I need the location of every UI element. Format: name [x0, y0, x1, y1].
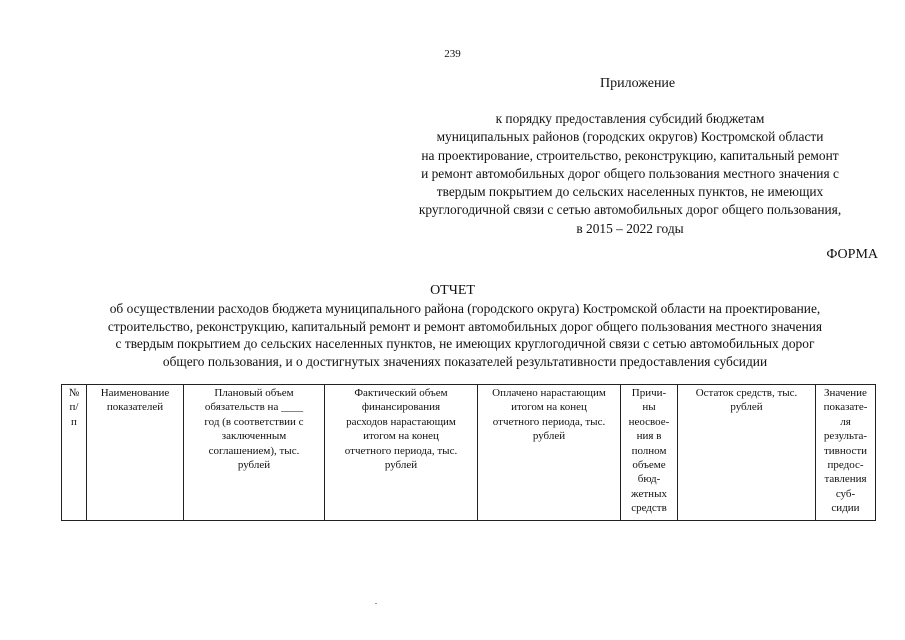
- column-header-indicator-name: [87, 385, 184, 521]
- cell-line: соглашением), тыс.: [208, 444, 300, 457]
- cell-line: рублей: [730, 401, 763, 414]
- cell-line: показателей: [106, 401, 164, 414]
- report-table: [61, 384, 876, 521]
- cell-line: заключенным: [221, 430, 287, 443]
- column-header-planned-obligations: [184, 385, 325, 521]
- cell-line: тавления: [824, 473, 867, 486]
- appendix-line: к порядку предоставления субсидий бюджетам: [495, 111, 765, 126]
- appendix-line: круглогодичной связи с сетью автомобильных дорог общего пользования,: [418, 202, 842, 218]
- cell-line: п/: [69, 401, 79, 414]
- column-header-performance-value: [816, 385, 876, 521]
- cell-line: жетных: [631, 487, 667, 500]
- cell-line: Причи-: [631, 387, 667, 399]
- cell-line: сидии: [831, 502, 860, 515]
- cell-line: ны: [642, 401, 656, 414]
- column-header-paid-cumulative: [478, 385, 621, 521]
- cell-line: итогом на конец: [363, 430, 439, 443]
- cell-line: результа-: [823, 430, 868, 443]
- appendix-line: муниципальных районов (городских округов) Костромской области: [436, 129, 824, 145]
- report-subtitle-line: об осуществлении расходов бюджета муниципального района (городского округа) Костромской области на проектирование,: [109, 301, 821, 316]
- cell-line: Плановый объем: [214, 387, 294, 399]
- page-number: 239: [444, 48, 461, 60]
- cell-line: №: [68, 387, 80, 399]
- column-header-unspent-reasons: [621, 385, 678, 521]
- report-subtitle: [40, 300, 890, 370]
- cell-line: полном: [631, 444, 667, 457]
- cell-line: объеме: [632, 459, 666, 472]
- cell-line: тивности: [823, 444, 868, 457]
- column-header-number: [62, 385, 87, 521]
- report-title: ОТЧЕТ: [430, 283, 475, 298]
- form-label: ФОРМА: [826, 247, 878, 262]
- cell-line: отчетного периода, тыс.: [344, 444, 458, 457]
- scan-speck: [375, 603, 377, 604]
- appendix-title: Приложение: [600, 76, 676, 91]
- report-subtitle-line: строительство, реконструкцию, капитальный ремонт и ремонт автомобильных дорог общего пользования местного значения: [107, 318, 823, 334]
- cell-line: средств: [631, 502, 667, 515]
- appendix-line: на проектирование, строительство, реконструкцию, капитальный ремонт: [421, 147, 839, 163]
- cell-line: ния в: [636, 430, 662, 443]
- cell-line: Наименование: [100, 387, 170, 399]
- cell-line: Остаток средств, тыс.: [695, 387, 798, 399]
- cell-line: итогом на конец: [511, 401, 587, 414]
- cell-line: рублей: [532, 430, 566, 443]
- cell-line: финансирования: [361, 401, 441, 414]
- cell-line: предос-: [827, 459, 864, 472]
- report-subtitle-line: с твердым покрытием до сельских населенных пунктов, не имеющих круглогодичной связи с сетью автомобильных дорог: [115, 336, 815, 351]
- cell-line: Оплачено нарастающим: [492, 387, 606, 399]
- cell-line: Значение: [824, 387, 867, 399]
- cell-line: расходов нарастающим: [346, 415, 456, 428]
- column-header-actual-financing: [325, 385, 478, 521]
- cell-line: суб-: [835, 487, 856, 500]
- report-subtitle-line: общего пользования, и о достигнутых значениях показателей результативности предоставления субсидии: [162, 353, 768, 369]
- cell-line: год (в соответствии с: [204, 415, 304, 428]
- appendix-body: [380, 110, 880, 238]
- cell-line: отчетного периода, тыс.: [492, 415, 606, 428]
- cell-line: рублей: [237, 459, 271, 472]
- cell-line: бюд-: [637, 473, 661, 486]
- cell-line: п: [71, 415, 77, 428]
- cell-line: рублей: [384, 459, 418, 472]
- cell-line: обязательств на ____: [204, 401, 304, 414]
- cell-line: Фактический объем: [354, 387, 448, 399]
- cell-line: ля: [840, 415, 851, 428]
- cell-line: неосвое-: [628, 415, 670, 428]
- cell-line: показате-: [823, 401, 868, 414]
- table-header-row: [62, 385, 876, 521]
- appendix-line: в 2015 – 2022 годы: [576, 220, 684, 236]
- appendix-line: твердым покрытием до сельских населенных пунктов, не имеющих: [436, 184, 824, 200]
- column-header-remaining-funds: [678, 385, 816, 521]
- appendix-line: и ремонт автомобильных дорог общего пользования местного значения с: [421, 165, 839, 181]
